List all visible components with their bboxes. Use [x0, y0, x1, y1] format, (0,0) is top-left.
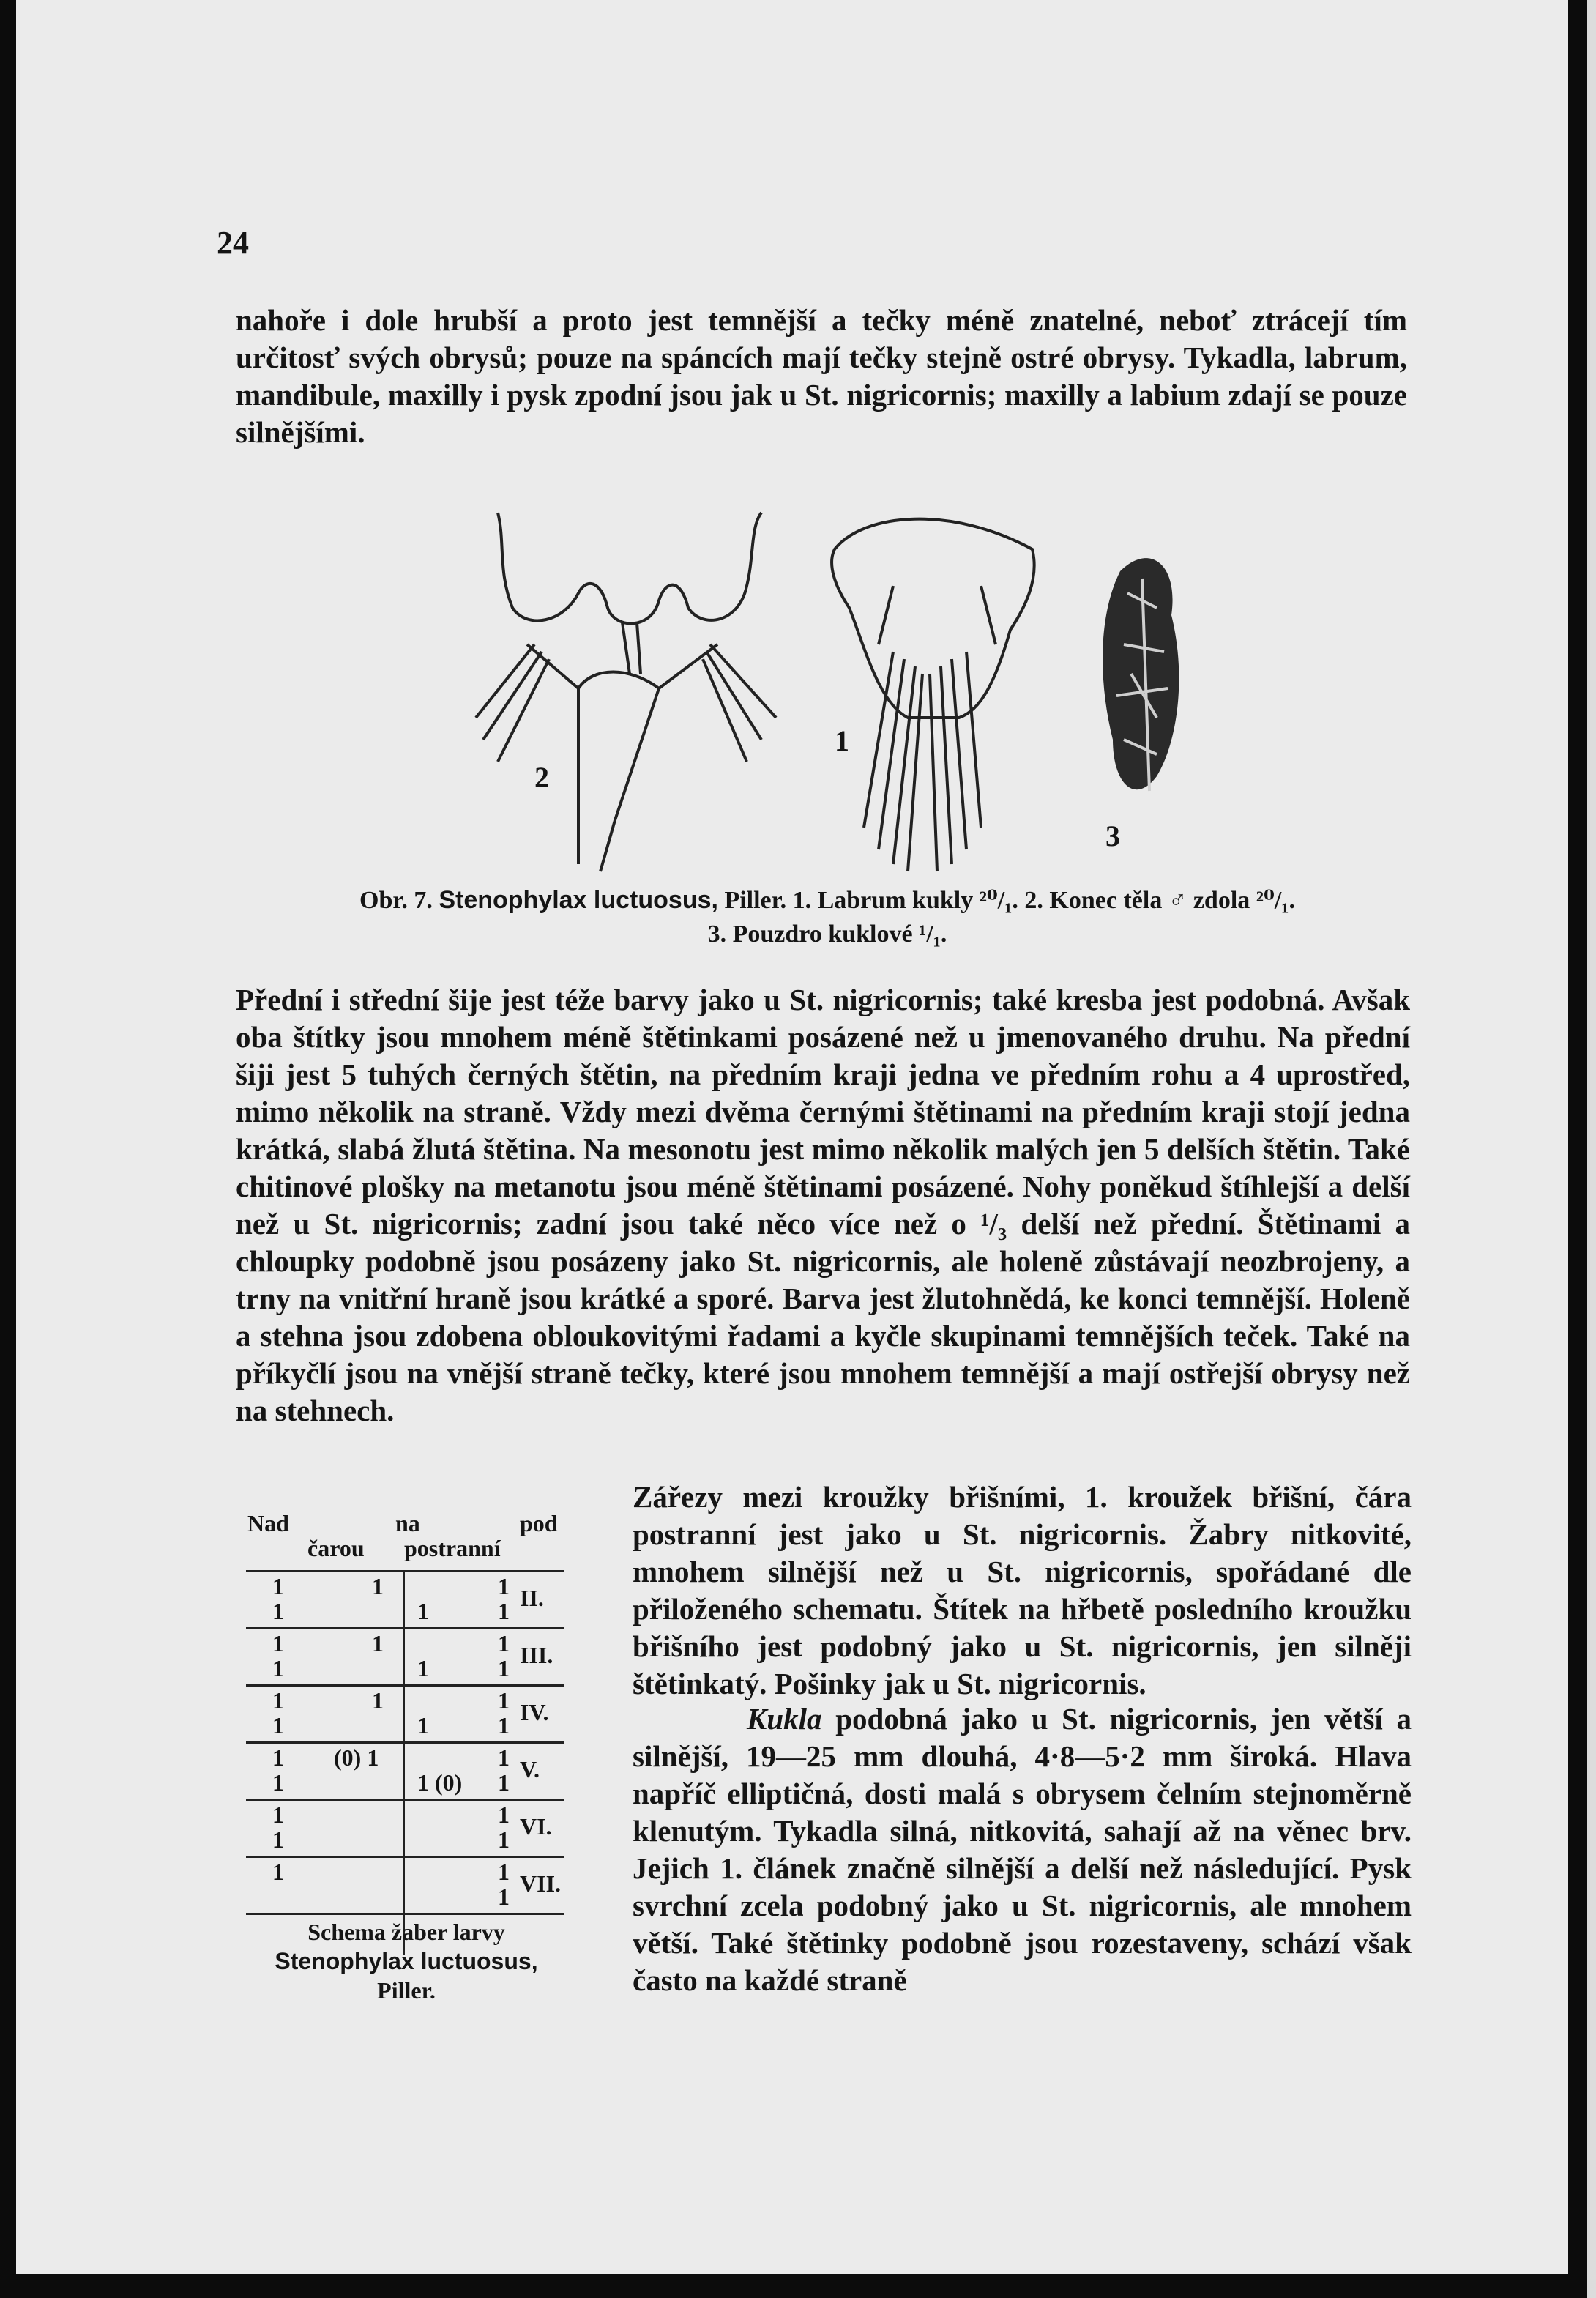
header-pod: pod — [520, 1510, 558, 1536]
gill-count: 1 — [498, 1573, 510, 1599]
gill-count: 1 — [498, 1884, 510, 1910]
drawing-3-pupal-case — [1103, 558, 1179, 791]
caption-prefix: Obr. 7. — [359, 887, 433, 914]
segment-label: II. — [520, 1585, 544, 1611]
caption-detail: Piller. 1. Labrum kukly ²⁰/₁. 2. Konec těla ♂ zdola ²⁰/₁. — [724, 887, 1295, 914]
gill-count: 1 — [417, 1655, 429, 1681]
gill-row-v — [242, 1744, 571, 1799]
gill-count: 1 — [498, 1655, 510, 1681]
gill-count: 1 — [272, 1573, 284, 1599]
gill-count: 1 — [272, 1598, 284, 1624]
gill-count: 1 — [372, 1573, 384, 1599]
header-na: na — [395, 1510, 420, 1536]
schema-caption-species: Stenophylax luctuosus, — [275, 1948, 538, 1974]
row-rule — [246, 1799, 564, 1801]
gill-count: 1 — [372, 1687, 384, 1714]
figure-label-3: 3 — [1105, 819, 1120, 852]
row-rule — [246, 1741, 564, 1744]
gill-schema-caption — [242, 1917, 571, 2005]
gill-row-vi — [242, 1801, 571, 1856]
table-rule-top — [246, 1570, 564, 1572]
paragraph-3: Zářezy mezi kroužky břišními, 1. kroužek břišní, čára postranní jest jako u St. nigricornis. Žabry nitkovité, mnohem silnější než u St. nigricornis, spořádané dle přiloženého schematu. Štítek na hřbetě posledního kroužku břišního jest podobný jako u St. nigricornis, jen silněji štětinkatý. Pošinky jak u St. nigricornis. — [633, 1480, 1412, 1700]
paragraph-4-text: podobná jako u St. nigricornis, jen větší a silnější, 19—25 mm dlouhá, 4·8—5·2 mm široká. Hlava napříč elliptičná, dosti malá s obrysem čelním stejnoměrně klenutým. Tykadla silná, nitkovitá, sahají až na věnec brv. Jejich 1. článek značně silnější a delší než následující. Pysk svrchní zcela podobný jako u St. nigricornis, ale mnohem větší. Také štětinky podobně jsou rozestaveny, schází však často na každé straně — [633, 1702, 1412, 1997]
page-number: 24 — [217, 225, 249, 261]
schema-caption-line-1: Schema žaber larvy — [307, 1919, 505, 1945]
gill-count: 1 — [272, 1801, 284, 1828]
gill-count: 1 — [498, 1769, 510, 1796]
header-nad: Nad — [247, 1510, 289, 1536]
figure-label-2: 2 — [534, 761, 549, 794]
gill-count: (0) 1 — [334, 1744, 379, 1771]
gill-count: 1 — [417, 1598, 429, 1624]
gill-count: 1 — [272, 1859, 284, 1885]
gill-count: 1 — [498, 1859, 510, 1885]
gill-count: 1 — [272, 1655, 284, 1681]
segment-label: VI. — [520, 1813, 552, 1840]
segment-label: VII. — [520, 1870, 562, 1897]
caption-line-1 — [242, 883, 1413, 918]
gill-count: 1 — [272, 1826, 284, 1853]
schema-caption-author: Piller. — [377, 1977, 436, 2004]
gill-count: 1 — [498, 1801, 510, 1828]
gill-count: 1 — [272, 1687, 284, 1714]
paragraph-4-lead: Kukla — [747, 1702, 822, 1736]
drawing-1-labrum — [832, 519, 1034, 871]
caption-line-2: 3. Pouzdro kuklové ¹/₁. — [707, 921, 947, 948]
drawing-2-body-end — [476, 513, 776, 871]
row-rule — [246, 1684, 564, 1687]
segment-label: V. — [520, 1756, 540, 1782]
gill-row-vii — [242, 1859, 571, 1913]
paragraph-2: Přední i střední šije jest téže barvy jako u St. nigricornis; také kresba jest podobná. Avšak oba štítky jsou mnohem méně štětinkami posázené než u jmenovaného druhu. Na přední šiji jest 5 tuhých černých štětin, na předním kraji jedna ve předním rohu a 4 uprostřed, mimo několik na straně. Vždy mezi dvěma černými štětinami na předním kraji stojí jedna krátká, slabá žlutá štětina. Na mesonotu jest mimo několik malých jen 5 delších štětin. Také chitinové plošky na metanotu jsou méně štětinami posázené. Nohy poněkud štíhlejší a delší než u St. nigricornis; zadní jsou také něco více než o ¹/₃ delší než přední. Štětinami a chloupky podobně jsou posázeny jako St. nigricornis, ale holeně zůstávají neozbrojeny, a trny na vnitřní hraně jsou krátké a sporé. Barva jest žlutohnědá, ke konci temnější. Holeně a stehna jsou zdobena obloukovitými řadami a kyčle skupinami temnějších teček. Také na příkyčlí jsou na vnější straně tečky, které jsou mnohem temnější a mají ostřejší obrysy než na stehnech. — [236, 983, 1410, 1427]
gill-count: 1 — [498, 1598, 510, 1624]
figure-caption — [242, 883, 1413, 951]
gill-count: 1 — [498, 1712, 510, 1739]
header-carou: čarou — [307, 1535, 365, 1561]
segment-label: IV. — [520, 1699, 549, 1725]
gill-count: 1 — [498, 1826, 510, 1853]
gill-row-ii — [242, 1573, 571, 1627]
figure-illustration — [454, 498, 1420, 886]
gill-row-iv — [242, 1687, 571, 1741]
gill-count: 1 — [272, 1712, 284, 1739]
gill-count: 1 (0) — [417, 1769, 463, 1796]
row-rule — [246, 1627, 564, 1629]
paragraph-1: nahoře i dole hrubší a proto jest temnější a tečky méně znatelné, neboť ztrácejí tím určitosť svých obrysů; pouze na spáncích mají tečky stejně ostré obrysy. Tykadla, labrum, mandibule, maxilly i pysk zpodní jsou jak u St. nigricornis; maxilly a labium zdají se pouze silnějšími. — [236, 303, 1407, 449]
gill-count: 1 — [498, 1630, 510, 1656]
gill-count: 1 — [498, 1687, 510, 1714]
scan-edge — [1587, 0, 1596, 2298]
row-rule — [246, 1856, 564, 1858]
row-rule — [246, 1913, 564, 1915]
figure-label-1: 1 — [835, 724, 849, 757]
paragraph-4 — [633, 1700, 1412, 1999]
gill-count: 1 — [417, 1712, 429, 1739]
header-postranni: postranní — [404, 1535, 501, 1561]
segment-label: III. — [520, 1642, 553, 1668]
gill-count: 1 — [372, 1630, 384, 1656]
gill-count: 1 — [498, 1744, 510, 1771]
gill-count: 1 — [272, 1769, 284, 1796]
gill-row-iii — [242, 1630, 571, 1684]
caption-species: Stenophylax luctuosus, — [439, 886, 718, 914]
gill-count: 1 — [272, 1744, 284, 1771]
gill-count: 1 — [272, 1630, 284, 1656]
